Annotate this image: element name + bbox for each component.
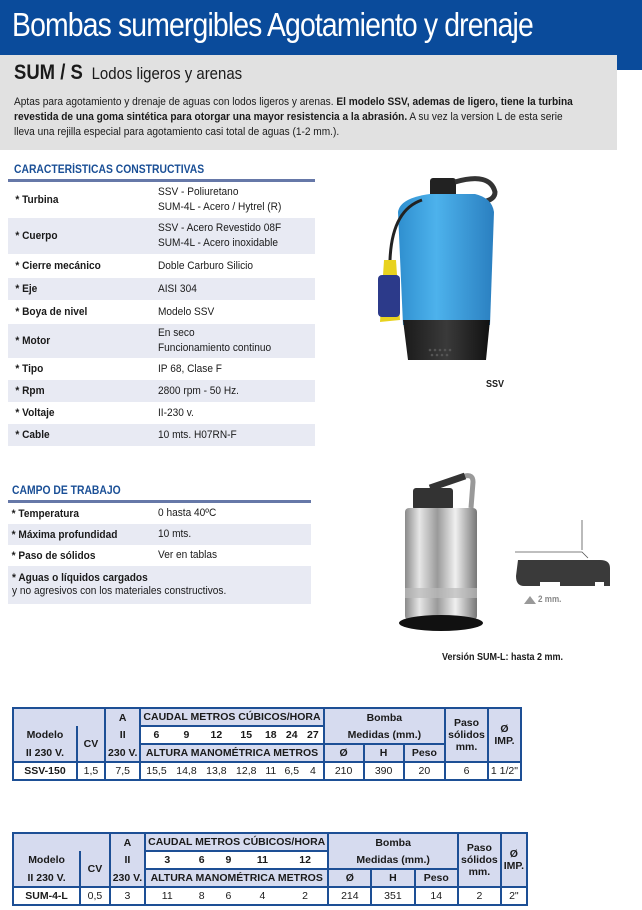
header-ii: II xyxy=(110,851,145,869)
flow-2: 12 xyxy=(201,726,231,744)
header-medidas: Medidas (mm.) xyxy=(324,726,446,744)
campo-value: 0 hasta 40ºC xyxy=(158,507,217,519)
flow-0: 3 xyxy=(145,851,188,869)
spec-row xyxy=(8,254,315,278)
desc-text-2: A su vez la version L de esta serie lleva una rejilla especial para agotamiento casi total de aguas (1-2 mm.). xyxy=(14,111,563,138)
header-altura: ALTURA MANOMÉTRICA METROS xyxy=(140,744,323,762)
table-row xyxy=(13,762,521,780)
spec-value-line: SSV - Acero Revestido 08F xyxy=(158,222,282,234)
header-paso: Paso sólidos mm. xyxy=(445,708,488,762)
flow-6: 27 xyxy=(303,726,323,744)
header-imp: Ø IMP. xyxy=(488,708,521,762)
grid-label: 2 mm. xyxy=(538,594,562,604)
sum-l-pump-image xyxy=(395,468,495,643)
caracteristicas-title: CARACTERÍSTICAS CONSTRUCTIVAS xyxy=(14,164,205,176)
cell-diam: 210 xyxy=(324,762,364,780)
cell-a: 7,5 xyxy=(105,762,140,780)
desc-bold: El modelo SSV, ademas de ligero, tiene la turbina revestida de una goma sintética para otorgar una mayor resistencia a la abrasión. xyxy=(14,96,573,123)
campo-label: * Temperatura xyxy=(11,507,79,520)
header-modelo: Modelo xyxy=(13,726,77,744)
spec-label: * Cierre mecánico xyxy=(15,260,101,272)
cell-head-2: 6 xyxy=(215,887,242,905)
cell-modelo: SSV-150 xyxy=(13,762,77,780)
header-imp: Ø IMP. xyxy=(501,833,527,887)
header-a: A xyxy=(110,833,145,851)
cell-modelo: SUM-4-L xyxy=(13,887,80,905)
page-title: Bombas sumergibles Agotamiento y drenaje xyxy=(12,6,533,43)
spec-label: * Voltaje xyxy=(15,407,55,419)
model-name: SUM / S xyxy=(14,61,83,84)
cell-imp: 1 1/2" xyxy=(488,762,521,780)
cell-head-1: 14,8 xyxy=(172,762,202,780)
header-peso: Peso xyxy=(404,744,446,762)
cell-head-0: 15,5 xyxy=(140,762,171,780)
campo-value: Ver en tablas xyxy=(158,549,218,561)
spec-value-line: Funcionamiento continuo xyxy=(158,342,272,354)
cell-head-1: 8 xyxy=(188,887,215,905)
cell-a: 3 xyxy=(110,887,145,905)
spec-value xyxy=(158,406,194,421)
flow-2: 9 xyxy=(215,851,242,869)
campo-table xyxy=(8,500,311,604)
header-ii: II xyxy=(105,726,140,744)
cell-paso: 2 xyxy=(458,887,501,905)
model-subtitle: Lodos ligeros y arenas xyxy=(91,64,243,83)
campo-row xyxy=(8,524,311,545)
spec-value xyxy=(158,185,281,215)
cell-head-3: 12,8 xyxy=(231,762,261,780)
flow-0: 6 xyxy=(140,726,171,744)
spec-label: * Rpm xyxy=(15,385,45,397)
spec-row xyxy=(8,380,315,402)
cell-cv: 0,5 xyxy=(80,887,110,905)
cell-head-0: 11 xyxy=(145,887,188,905)
cell-paso: 6 xyxy=(445,762,488,780)
spec-label: * Eje xyxy=(15,283,38,295)
spec-row xyxy=(8,358,315,380)
spec-row xyxy=(8,402,315,424)
header-bomba: Bomba xyxy=(328,833,458,851)
spec-value-line: IP 68, Clase F xyxy=(158,362,222,375)
header-cv: CV xyxy=(80,851,110,887)
spec-row xyxy=(8,218,315,254)
campo-row xyxy=(8,503,311,524)
flow-4: 12 xyxy=(283,851,328,869)
spec-value xyxy=(158,384,239,399)
header-bomba: Bomba xyxy=(324,708,446,726)
description xyxy=(14,95,584,140)
flow-4: 18 xyxy=(261,726,280,744)
campo-note-text: y no agresivos con los materiales constructivos. xyxy=(12,584,227,597)
caracteristicas-table xyxy=(8,179,315,446)
cell-peso: 20 xyxy=(404,762,446,780)
flow-1: 9 xyxy=(172,726,202,744)
ssv-performance-table xyxy=(12,707,522,781)
table-row xyxy=(13,887,527,905)
model-heading xyxy=(14,61,242,85)
spec-value-line: 10 mts. H07RN-F xyxy=(158,428,237,441)
cell-empty xyxy=(13,708,105,726)
cell-diam: 214 xyxy=(328,887,371,905)
campo-label: * Paso de sólidos xyxy=(11,549,96,562)
spec-label: * Tipo xyxy=(15,363,44,375)
cell-h: 390 xyxy=(364,762,404,780)
spec-row xyxy=(8,424,315,446)
spec-label: * Cuerpo xyxy=(15,230,58,242)
spec-label: * Motor xyxy=(15,335,51,347)
header-caudal: CAUDAL METROS CÚBICOS/HORA xyxy=(140,708,323,726)
spec-value-line: Doble Carburo Silicio xyxy=(158,259,254,272)
ssv-caption: SSV xyxy=(486,379,505,390)
grid-section-diagram xyxy=(510,520,620,610)
header-230: 230 V. xyxy=(110,869,145,887)
spec-label: * Boya de nivel xyxy=(15,306,88,318)
spec-value xyxy=(158,362,222,377)
header-h: H xyxy=(364,744,404,762)
header-voltage: II 230 V. xyxy=(13,744,77,762)
campo-row xyxy=(8,545,311,566)
header-medidas: Medidas (mm.) xyxy=(328,851,458,869)
cell-head-4: 11 xyxy=(261,762,280,780)
flow-3: 15 xyxy=(231,726,261,744)
spec-label: * Turbina xyxy=(15,194,59,206)
header-altura: ALTURA MANOMÉTRICA METROS xyxy=(145,869,328,887)
header-230: 230 V. xyxy=(105,744,140,762)
spec-value-line: SUM-4L - Acero / Hytrel (R) xyxy=(158,201,282,213)
campo-value: 10 mts. xyxy=(158,528,192,540)
spec-value xyxy=(158,221,281,251)
ssv-pump-image xyxy=(370,170,520,370)
triangle-icon xyxy=(524,596,536,604)
spec-row xyxy=(8,300,315,324)
spec-label: * Cable xyxy=(15,429,50,441)
header-cv: CV xyxy=(77,726,105,762)
spec-value-line: II-230 v. xyxy=(158,406,194,419)
header-h: H xyxy=(371,869,414,887)
cell-head-6: 4 xyxy=(303,762,323,780)
campo-label: * Máxima profundidad xyxy=(11,528,118,541)
cell-head-2: 13,8 xyxy=(201,762,231,780)
spec-row xyxy=(8,182,315,218)
spec-value xyxy=(158,428,237,443)
cell-imp: 2" xyxy=(501,887,527,905)
cell-head-4: 2 xyxy=(283,887,328,905)
header-diam: Ø xyxy=(328,869,371,887)
header-caudal: CAUDAL METROS CÚBICOS/HORA xyxy=(145,833,328,851)
spec-value xyxy=(158,305,214,320)
spec-value xyxy=(158,282,197,297)
spec-value xyxy=(158,259,253,274)
header-diam: Ø xyxy=(324,744,364,762)
spec-row xyxy=(8,278,315,300)
header-a: A xyxy=(105,708,140,726)
flow-3: 11 xyxy=(242,851,283,869)
flow-1: 6 xyxy=(188,851,215,869)
desc-text-1: Aptas para agotamiento y drenaje de aguas con lodos ligeros y arenas. xyxy=(14,96,337,108)
spec-value-line: 2800 rpm - 50 Hz. xyxy=(158,384,240,397)
header-modelo: Modelo xyxy=(13,851,80,869)
cell-h: 351 xyxy=(371,887,414,905)
campo-note xyxy=(8,566,311,604)
header-voltage: II 230 V. xyxy=(13,869,80,887)
spec-value-line: SSV - Poliuretano xyxy=(158,186,239,198)
spec-value-line: AISI 304 xyxy=(158,282,197,295)
flow-5: 24 xyxy=(280,726,303,744)
sum4l-performance-table xyxy=(12,832,528,906)
cell-peso: 14 xyxy=(415,887,459,905)
intro-box xyxy=(0,55,617,150)
campo-note-title: * Aguas o líquidos cargados xyxy=(12,571,148,584)
header-peso: Peso xyxy=(415,869,459,887)
cell-head-3: 4 xyxy=(242,887,283,905)
spec-value-line: Modelo SSV xyxy=(158,305,215,318)
campo-title: CAMPO DE TRABAJO xyxy=(12,485,121,497)
spec-value-line: SUM-4L - Acero inoxidable xyxy=(158,237,279,249)
spec-value-line: En seco xyxy=(158,327,195,339)
cell-empty xyxy=(13,833,110,851)
cell-head-5: 6,5 xyxy=(280,762,303,780)
header-paso: Paso sólidos mm. xyxy=(458,833,501,887)
spec-row xyxy=(8,324,315,358)
sum-l-caption: Versión SUM-L: hasta 2 mm. xyxy=(442,652,564,663)
cell-cv: 1,5 xyxy=(77,762,105,780)
spec-value xyxy=(158,326,271,356)
